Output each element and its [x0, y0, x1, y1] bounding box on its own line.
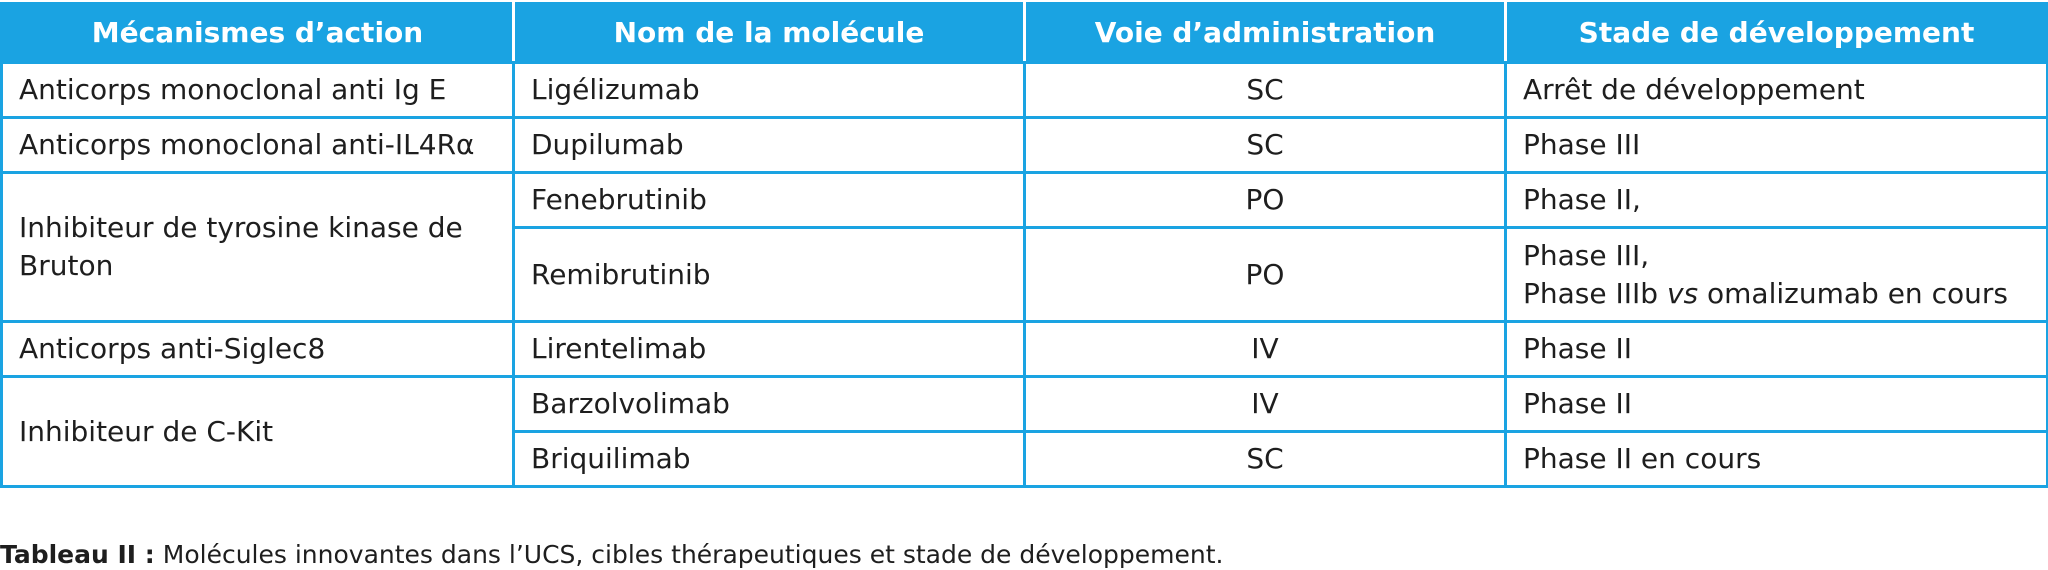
- header-stage: Stade de développement: [1506, 4, 2048, 63]
- route-cell: SC: [1025, 63, 1506, 118]
- mechanism-cell: Anticorps monoclonal anti Ig E: [2, 63, 514, 118]
- molecules-table: [0, 2, 2048, 488]
- mechanism-cell: Anticorps anti-Siglec8: [2, 322, 514, 377]
- molecule-cell: Fenebrutinib: [514, 173, 1025, 228]
- mechanism-cell: Inhibiteur de C-Kit: [2, 377, 514, 487]
- stage-cell: Phase II en cours: [1506, 432, 2048, 487]
- caption-text: Molécules innovantes dans l’UCS, cibles thérapeutiques et stade de développement.: [154, 540, 1224, 569]
- stage-cell: [1506, 228, 2048, 322]
- table-header-row: [2, 4, 2048, 63]
- table-caption: [0, 540, 1223, 570]
- route-cell: PO: [1025, 173, 1506, 228]
- mechanism-cell: Anticorps monoclonal anti-IL4Rα: [2, 118, 514, 173]
- route-cell: IV: [1025, 322, 1506, 377]
- mechanism-cell: Inhibiteur de tyrosine kinase de Bruton: [2, 173, 514, 322]
- table-row: [2, 63, 2048, 118]
- molecule-cell: Barzolvolimab: [514, 377, 1025, 432]
- stage-cell: Phase III: [1506, 118, 2048, 173]
- header-route: Voie d’administration: [1025, 4, 1506, 63]
- caption-label: Tableau II :: [0, 540, 155, 569]
- stage-cell: Phase II: [1506, 322, 2048, 377]
- stage-line-2-emphasis: vs: [1666, 276, 1699, 310]
- molecule-cell: Remibrutinib: [514, 228, 1025, 322]
- stage-line-2-suffix: omalizumab en cours: [1698, 276, 2008, 310]
- stage-line-2: [1523, 277, 2008, 310]
- molecule-cell: Briquilimab: [514, 432, 1025, 487]
- header-molecule: Nom de la molécule: [514, 4, 1025, 63]
- route-cell: IV: [1025, 377, 1506, 432]
- stage-cell: Phase II: [1506, 377, 2048, 432]
- stage-cell: Arrêt de développement: [1506, 63, 2048, 118]
- molecule-cell: Ligélizumab: [514, 63, 1025, 118]
- route-cell: SC: [1025, 432, 1506, 487]
- header-mechanism: Mécanismes d’action: [2, 4, 514, 63]
- table-row: [2, 173, 2048, 228]
- stage-line-1: Phase III,: [1523, 238, 1650, 272]
- table-row: [2, 322, 2048, 377]
- table-row: [2, 377, 2048, 432]
- table-row: [2, 118, 2048, 173]
- route-cell: PO: [1025, 228, 1506, 322]
- molecule-cell: Dupilumab: [514, 118, 1025, 173]
- molecule-cell: Lirentelimab: [514, 322, 1025, 377]
- route-cell: SC: [1025, 118, 1506, 173]
- stage-cell: Phase II,: [1506, 173, 2048, 228]
- stage-line-2-prefix: Phase IIIb: [1523, 276, 1667, 310]
